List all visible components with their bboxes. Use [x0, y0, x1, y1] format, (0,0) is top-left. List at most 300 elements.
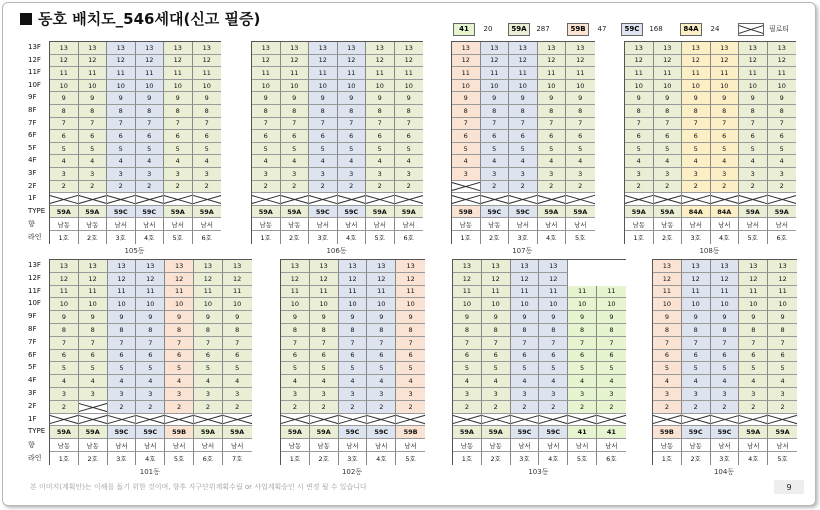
piloti-cell	[653, 414, 682, 427]
unit-direction: 남서	[115, 441, 128, 450]
unit-floor-number: 10	[375, 81, 384, 90]
unit-floor-number: 2	[292, 182, 297, 191]
piloti-cell	[252, 193, 281, 206]
unit-floor-number: 8	[90, 325, 95, 334]
unit-cell	[625, 181, 654, 194]
unit-floor-number: 12	[174, 274, 184, 283]
unit-floor-number: 5	[665, 144, 670, 153]
unit-cell	[194, 324, 223, 337]
direction-cell	[739, 439, 768, 452]
unit-floor-number: 4	[463, 157, 468, 166]
unit-direction: 남서	[114, 220, 128, 229]
unit-floor-number: 3	[205, 389, 210, 398]
unit-floor-number: 5	[551, 364, 556, 373]
unit-cell	[193, 105, 222, 118]
unit-floor-number: 12	[406, 274, 415, 283]
unit-cell	[682, 118, 711, 131]
unit-floor-number: 9	[119, 313, 124, 322]
unit-cell	[338, 155, 367, 168]
unit-cell	[511, 286, 540, 299]
unit-floor-number: 8	[580, 325, 585, 334]
unit-cell	[309, 181, 338, 194]
row-label: 2F	[28, 181, 37, 190]
unit-floor-number: 2	[350, 402, 355, 411]
unit-floor-number: 3	[722, 389, 727, 398]
unit-cell	[653, 337, 682, 350]
unit-floor-number: 7	[722, 119, 727, 128]
unit-cell	[252, 55, 281, 68]
unit-floor-number: 12	[318, 56, 327, 65]
direction-cell	[682, 218, 711, 231]
unit-cell	[366, 92, 395, 105]
unit-floor-number: 2	[779, 182, 784, 191]
unit-line: 1호	[289, 454, 301, 463]
unit-line: 4호	[346, 233, 357, 242]
unit-cell	[509, 92, 538, 105]
unit-cell	[453, 311, 482, 324]
unit-cell	[538, 55, 567, 68]
unit-direction: 남서	[142, 220, 156, 229]
row-label: 7F	[28, 118, 37, 127]
unit-floor-number: 4	[580, 377, 585, 386]
unit-floor-number: 5	[779, 144, 784, 153]
unit-floor-number: 4	[147, 157, 152, 166]
unit-floor-number: 13	[406, 261, 415, 270]
unit-direction: 남동	[459, 220, 473, 229]
unit-cell	[481, 118, 510, 131]
unit-cell	[310, 337, 339, 350]
unit-cell	[136, 168, 165, 181]
type-cell	[654, 206, 683, 219]
unit-floor-number: 5	[119, 364, 124, 373]
legend-count: 168	[649, 25, 663, 33]
unit-floor-number: 3	[61, 389, 66, 398]
unit-floor-number: 11	[720, 287, 729, 296]
type-cell	[396, 426, 425, 439]
unit-direction: 남동	[287, 220, 301, 229]
unit-floor-number: 10	[290, 81, 299, 90]
unit-type: 59C	[345, 428, 360, 437]
unit-type: 59A	[85, 207, 100, 216]
unit-cell	[682, 80, 711, 93]
unit-floor-number: 12	[462, 274, 472, 283]
unit-floor-number: 12	[202, 56, 211, 65]
unit-floor-number: 4	[61, 377, 66, 386]
unit-cell	[367, 375, 396, 388]
unit-floor-number: 5	[205, 364, 210, 373]
unit-floor-number: 5	[349, 144, 354, 153]
unit-floor-number: 2	[175, 182, 180, 191]
unit-cell	[395, 105, 424, 118]
unit-floor-number: 5	[379, 364, 384, 373]
unit-floor-number: 10	[318, 81, 327, 90]
unit-floor-number: 11	[547, 68, 556, 77]
unit-cell	[568, 401, 597, 414]
row-label: 9F	[28, 93, 37, 102]
unit-floor-number: 12	[375, 56, 384, 65]
unit-cell	[653, 273, 682, 286]
unit-floor-number: 13	[318, 43, 327, 52]
unit-cell	[682, 388, 711, 401]
line-cell	[654, 231, 683, 244]
unit-line: 4호	[144, 233, 155, 242]
type-cell	[309, 206, 338, 219]
unit-direction: 남서	[144, 441, 157, 450]
unit-cell	[453, 260, 482, 273]
unit-floor-number: 11	[202, 68, 211, 77]
unit-cell	[482, 337, 511, 350]
unit-cell	[366, 143, 395, 156]
line-cell	[396, 452, 425, 465]
unit-cell	[108, 362, 137, 375]
unit-cell	[768, 273, 797, 286]
unit-floor-number: 9	[549, 94, 554, 103]
unit-floor-number: 4	[408, 377, 413, 386]
unit-floor-number: 3	[549, 169, 554, 178]
unit-cell	[165, 324, 194, 337]
unit-floor-number: 8	[148, 325, 153, 334]
unit-floor-number: 5	[751, 364, 756, 373]
piloti-cell	[193, 193, 222, 206]
unit-cell	[568, 298, 597, 311]
unit-cell	[625, 80, 654, 93]
unit-line: 2호	[490, 454, 501, 463]
unit-cell	[252, 143, 281, 156]
unit-cell	[509, 168, 538, 181]
unit-direction: 남동	[317, 441, 330, 450]
unit-cell	[309, 118, 338, 131]
unit-cell	[107, 105, 136, 118]
unit-floor-number: 6	[750, 131, 755, 140]
unit-cell	[193, 67, 222, 80]
unit-floor-number: 2	[549, 182, 554, 191]
unit-cell	[136, 143, 165, 156]
piloti-cell	[481, 193, 510, 206]
type-cell	[539, 426, 568, 439]
unit-floor-number: 6	[580, 351, 585, 360]
unit-floor-number: 10	[202, 81, 211, 90]
unit-cell	[107, 118, 136, 131]
unit-floor-number: 5	[463, 144, 468, 153]
unit-cell	[107, 130, 136, 143]
unit-floor-number: 3	[204, 169, 209, 178]
unit-cell	[281, 181, 310, 194]
unit-cell	[566, 42, 595, 55]
unit-floor-number: 11	[662, 287, 672, 296]
unit-line: 2호	[318, 454, 329, 463]
unit-floor-number: 10	[549, 300, 558, 309]
unit-floor-number: 10	[720, 300, 729, 309]
empty-cell	[597, 273, 626, 286]
unit-cell	[739, 118, 768, 131]
unit-floor-number: 4	[609, 377, 614, 386]
unit-cell	[165, 311, 194, 324]
direction-cell	[568, 439, 597, 452]
unit-type: 41	[577, 428, 587, 437]
line-cell	[366, 231, 395, 244]
unit-floor-number: 6	[693, 131, 698, 140]
unit-cell	[309, 168, 338, 181]
unit-floor-number: 13	[203, 261, 213, 270]
unit-floor-number: 7	[408, 338, 413, 347]
unit-floor-number: 9	[147, 94, 152, 103]
unit-floor-number: 13	[88, 261, 97, 270]
direction-cell	[711, 439, 740, 452]
unit-cell	[739, 143, 768, 156]
unit-floor-number: 6	[609, 351, 614, 360]
unit-floor-number: 9	[463, 94, 468, 103]
unit-line: 1호	[633, 233, 644, 242]
unit-cell	[50, 311, 79, 324]
unit-cell	[367, 273, 396, 286]
type-cell	[281, 426, 310, 439]
unit-floor-number: 10	[607, 300, 616, 309]
unit-cell	[682, 311, 711, 324]
unit-cell	[396, 273, 425, 286]
unit-cell	[281, 401, 310, 414]
unit-floor-number: 8	[408, 325, 413, 334]
legend-count: 필로티	[768, 25, 790, 33]
unit-cell	[107, 80, 136, 93]
unit-type: 59C	[515, 207, 530, 216]
unit-floor-number: 3	[520, 169, 525, 178]
unit-line: 1호	[661, 454, 673, 463]
unit-cell	[281, 260, 310, 273]
unit-cell	[768, 55, 797, 68]
unit-floor-number: 4	[522, 377, 527, 386]
unit-cell	[453, 324, 482, 337]
unit-line: 6호	[403, 233, 414, 242]
unit-floor-number: 7	[175, 119, 180, 128]
unit-cell	[711, 155, 740, 168]
unit-floor-number: 12	[662, 274, 672, 283]
type-cell	[79, 426, 108, 439]
unit-floor-number: 6	[463, 131, 468, 140]
unit-cell	[682, 92, 711, 105]
unit-floor-number: 7	[493, 338, 498, 347]
unit-floor-number: 9	[636, 94, 641, 103]
unit-cell	[281, 55, 310, 68]
unit-cell	[739, 286, 768, 299]
unit-cell	[50, 67, 79, 80]
unit-floor-number: 2	[780, 402, 785, 411]
unit-cell	[223, 273, 252, 286]
unit-floor-number: 4	[665, 157, 670, 166]
unit-floor-number: 9	[520, 94, 525, 103]
unit-floor-number: 11	[549, 287, 558, 296]
unit-cell	[108, 388, 137, 401]
unit-cell	[625, 155, 654, 168]
unit-cell	[136, 80, 165, 93]
unit-cell	[625, 105, 654, 118]
unit-floor-number: 7	[148, 338, 153, 347]
unit-floor-number: 13	[173, 43, 182, 52]
unit-cell	[509, 181, 538, 194]
line-cell	[338, 231, 367, 244]
unit-direction: 남서	[605, 441, 618, 450]
unit-cell	[768, 155, 797, 168]
unit-direction: 남동	[57, 220, 71, 229]
unit-floor-number: 9	[377, 94, 382, 103]
unit-floor-number: 12	[490, 56, 499, 65]
unit-cell	[511, 337, 540, 350]
unit-cell	[193, 155, 222, 168]
unit-floor-number: 5	[148, 364, 153, 373]
line-cell	[711, 452, 740, 465]
unit-direction: 남서	[518, 441, 531, 450]
unit-floor-number: 3	[148, 389, 153, 398]
unit-direction: 남동	[689, 441, 702, 450]
unit-floor-number: 6	[61, 131, 66, 140]
unit-cell	[453, 362, 482, 375]
unit-floor-number: 12	[520, 274, 529, 283]
direction-cell	[654, 218, 683, 231]
piloti-cell	[482, 414, 511, 427]
unit-cell	[566, 143, 595, 156]
unit-cell	[539, 324, 568, 337]
unit-type: 59B	[172, 428, 187, 437]
unit-floor-number: 7	[379, 338, 384, 347]
legend-swatch	[508, 23, 530, 36]
unit-floor-number: 9	[609, 313, 614, 322]
type-cell	[566, 206, 595, 219]
unit-floor-number: 11	[518, 68, 527, 77]
direction-cell	[252, 218, 281, 231]
unit-line: 4호	[548, 454, 559, 463]
unit-cell	[108, 273, 137, 286]
unit-cell	[136, 388, 165, 401]
unit-cell	[339, 337, 368, 350]
unit-cell	[366, 168, 395, 181]
unit-floor-number: 9	[148, 313, 153, 322]
unit-floor-number: 10	[547, 81, 556, 90]
unit-floor-number: 11	[145, 68, 154, 77]
unit-floor-number: 6	[377, 131, 382, 140]
unit-cell	[164, 168, 193, 181]
unit-cell	[136, 362, 165, 375]
piloti-cell	[625, 193, 654, 206]
type-cell	[768, 426, 797, 439]
unit-floor-number: 4	[292, 157, 297, 166]
unit-direction: 남서	[689, 220, 703, 229]
unit-cell	[482, 311, 511, 324]
unit-direction: 남서	[547, 441, 560, 450]
unit-line: 1호	[460, 233, 471, 242]
unit-cell	[395, 130, 424, 143]
direction-cell	[538, 218, 567, 231]
unit-cell	[538, 168, 567, 181]
unit-floor-number: 8	[492, 106, 497, 115]
unit-floor-number: 6	[492, 131, 497, 140]
unit-cell	[367, 337, 396, 350]
unit-floor-number: 6	[751, 351, 756, 360]
unit-floor-number: 7	[235, 338, 240, 347]
unit-floor-number: 11	[720, 68, 729, 77]
type-cell	[625, 206, 654, 219]
unit-floor-number: 6	[664, 351, 669, 360]
unit-cell	[223, 298, 252, 311]
unit-cell	[739, 337, 768, 350]
unit-direction: 남서	[404, 441, 417, 450]
unit-floor-number: 5	[722, 144, 727, 153]
row-label: 4F	[28, 376, 37, 385]
line-cell	[539, 452, 568, 465]
unit-floor-number: 2	[751, 402, 756, 411]
unit-floor-number: 9	[492, 94, 497, 103]
unit-line: 3호	[317, 233, 328, 242]
unit-cell	[739, 388, 768, 401]
piloti-cell	[223, 414, 252, 427]
unit-floor-number: 2	[90, 182, 95, 191]
unit-floor-number: 10	[145, 81, 154, 90]
line-cell	[739, 231, 768, 244]
unit-cell	[223, 311, 252, 324]
unit-cell	[453, 375, 482, 388]
direction-cell	[509, 218, 538, 231]
unit-cell	[79, 388, 108, 401]
unit-floor-number: 5	[493, 364, 498, 373]
legend-count: 287	[536, 25, 550, 33]
unit-floor-number: 13	[576, 43, 585, 52]
unit-cell	[539, 273, 568, 286]
unit-floor-number: 6	[722, 351, 727, 360]
unit-floor-number: 8	[636, 106, 641, 115]
unit-floor-number: 2	[177, 402, 182, 411]
unit-floor-number: 8	[722, 106, 727, 115]
unit-line: 2호	[289, 233, 300, 242]
unit-cell	[739, 273, 768, 286]
unit-cell	[653, 375, 682, 388]
row-label: TYPE	[28, 427, 46, 436]
unit-floor-number: 10	[233, 300, 242, 309]
unit-cell	[310, 401, 339, 414]
unit-cell	[481, 181, 510, 194]
unit-cell	[194, 298, 223, 311]
unit-cell	[625, 118, 654, 131]
unit-cell	[309, 92, 338, 105]
unit-floor-number: 10	[461, 81, 470, 90]
unit-direction: 남서	[717, 220, 731, 229]
unit-floor-number: 2	[636, 182, 641, 191]
unit-line: 2호	[87, 454, 98, 463]
unit-cell	[136, 130, 165, 143]
unit-cell	[223, 375, 252, 388]
unit-floor-number: 11	[116, 68, 125, 77]
unit-type: 59B	[403, 428, 418, 437]
unit-cell	[367, 388, 396, 401]
unit-floor-number: 4	[493, 377, 498, 386]
legend-count: 24	[710, 25, 720, 33]
title-text: 동호 배치도_546세대(신고 필증)	[38, 10, 261, 28]
unit-floor-number: 11	[173, 68, 182, 77]
row-label: 5F	[28, 143, 37, 152]
unit-floor-number: 8	[609, 325, 614, 334]
unit-floor-number: 8	[722, 325, 727, 334]
unit-cell	[453, 273, 482, 286]
unit-floor-number: 4	[148, 377, 153, 386]
unit-floor-number: 7	[693, 119, 698, 128]
direction-cell	[194, 439, 223, 452]
unit-cell	[50, 130, 79, 143]
unit-floor-number: 11	[462, 287, 472, 296]
row-label: 5F	[28, 363, 37, 372]
unit-cell	[768, 311, 797, 324]
unit-cell	[165, 350, 194, 363]
unit-line: 3호	[517, 233, 528, 242]
unit-type: 59A	[287, 207, 302, 216]
unit-floor-number: 2	[263, 182, 268, 191]
unit-floor-number: 12	[549, 274, 558, 283]
